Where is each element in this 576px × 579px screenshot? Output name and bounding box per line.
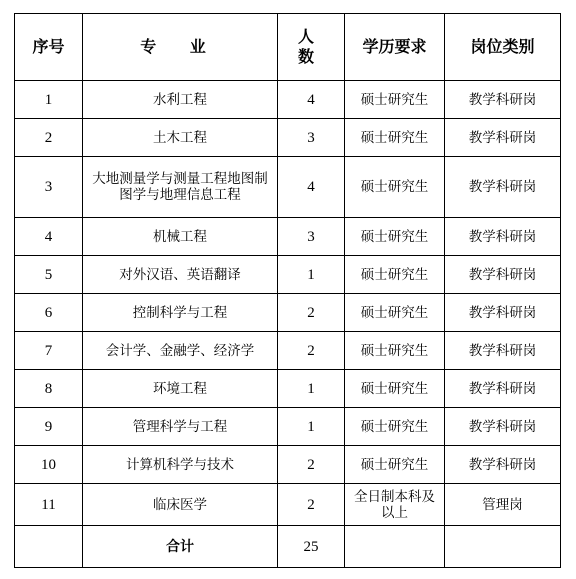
- header-index: 序号: [15, 14, 83, 81]
- cell-education: 硕士研究生: [345, 370, 445, 408]
- cell-education: 硕士研究生: [345, 81, 445, 119]
- cell-education: 硕士研究生: [345, 256, 445, 294]
- cell-index: 7: [15, 332, 83, 370]
- cell-category: 教学科研岗: [445, 294, 561, 332]
- cell-major: 大地测量学与测量工程地图制图学与地理信息工程: [83, 157, 278, 218]
- cell-count: 2: [278, 332, 345, 370]
- table-row: [15, 484, 561, 526]
- table-row: [15, 408, 561, 446]
- table-row: [15, 81, 561, 119]
- cell-education: 硕士研究生: [345, 294, 445, 332]
- cell-major: 计算机科学与技术: [83, 446, 278, 484]
- header-category: 岗位类别: [445, 14, 561, 81]
- cell-category: 管理岗: [445, 484, 561, 526]
- header-row: [15, 14, 561, 81]
- cell-category: 教学科研岗: [445, 81, 561, 119]
- table-row: [15, 370, 561, 408]
- table-row: [15, 256, 561, 294]
- header-count: 人 数: [278, 14, 345, 81]
- cell-category: 教学科研岗: [445, 157, 561, 218]
- cell-category: 教学科研岗: [445, 332, 561, 370]
- total-blank-cell: [445, 526, 561, 568]
- cell-category: 教学科研岗: [445, 446, 561, 484]
- cell-index: 5: [15, 256, 83, 294]
- cell-major: 会计学、金融学、经济学: [83, 332, 278, 370]
- cell-index: 11: [15, 484, 83, 526]
- cell-index: 2: [15, 119, 83, 157]
- cell-category: 教学科研岗: [445, 218, 561, 256]
- cell-education: 硕士研究生: [345, 157, 445, 218]
- cell-count: 2: [278, 446, 345, 484]
- table-row: [15, 157, 561, 218]
- total-blank-cell: [15, 526, 83, 568]
- cell-education: 硕士研究生: [345, 332, 445, 370]
- cell-index: 10: [15, 446, 83, 484]
- cell-education: 硕士研究生: [345, 446, 445, 484]
- cell-major: 土木工程: [83, 119, 278, 157]
- cell-major: 控制科学与工程: [83, 294, 278, 332]
- cell-education: 硕士研究生: [345, 218, 445, 256]
- header-major: 专 业: [83, 14, 278, 81]
- cell-major: 对外汉语、英语翻译: [83, 256, 278, 294]
- cell-count: 4: [278, 157, 345, 218]
- cell-category: 教学科研岗: [445, 119, 561, 157]
- cell-major: 机械工程: [83, 218, 278, 256]
- total-count: 25: [278, 526, 345, 568]
- cell-major: 管理科学与工程: [83, 408, 278, 446]
- cell-index: 1: [15, 81, 83, 119]
- cell-count: 4: [278, 81, 345, 119]
- cell-major: 临床医学: [83, 484, 278, 526]
- table-row: [15, 119, 561, 157]
- cell-count: 3: [278, 218, 345, 256]
- cell-category: 教学科研岗: [445, 256, 561, 294]
- cell-index: 4: [15, 218, 83, 256]
- cell-count: 2: [278, 484, 345, 526]
- cell-education: 全日制本科及以上: [345, 484, 445, 526]
- table-row: [15, 446, 561, 484]
- cell-count: 1: [278, 408, 345, 446]
- total-row: [15, 526, 561, 568]
- recruitment-table: [14, 13, 561, 568]
- cell-category: 教学科研岗: [445, 370, 561, 408]
- table-row: [15, 218, 561, 256]
- cell-count: 1: [278, 370, 345, 408]
- cell-index: 8: [15, 370, 83, 408]
- table-row: [15, 294, 561, 332]
- cell-index: 9: [15, 408, 83, 446]
- cell-count: 1: [278, 256, 345, 294]
- cell-major: 环境工程: [83, 370, 278, 408]
- cell-category: 教学科研岗: [445, 408, 561, 446]
- table-row: [15, 332, 561, 370]
- cell-index: 6: [15, 294, 83, 332]
- cell-education: 硕士研究生: [345, 119, 445, 157]
- total-label: 合计: [83, 526, 278, 568]
- cell-count: 2: [278, 294, 345, 332]
- cell-index: 3: [15, 157, 83, 218]
- header-education: 学历要求: [345, 14, 445, 81]
- cell-education: 硕士研究生: [345, 408, 445, 446]
- cell-count: 3: [278, 119, 345, 157]
- total-blank-cell: [345, 526, 445, 568]
- cell-major: 水利工程: [83, 81, 278, 119]
